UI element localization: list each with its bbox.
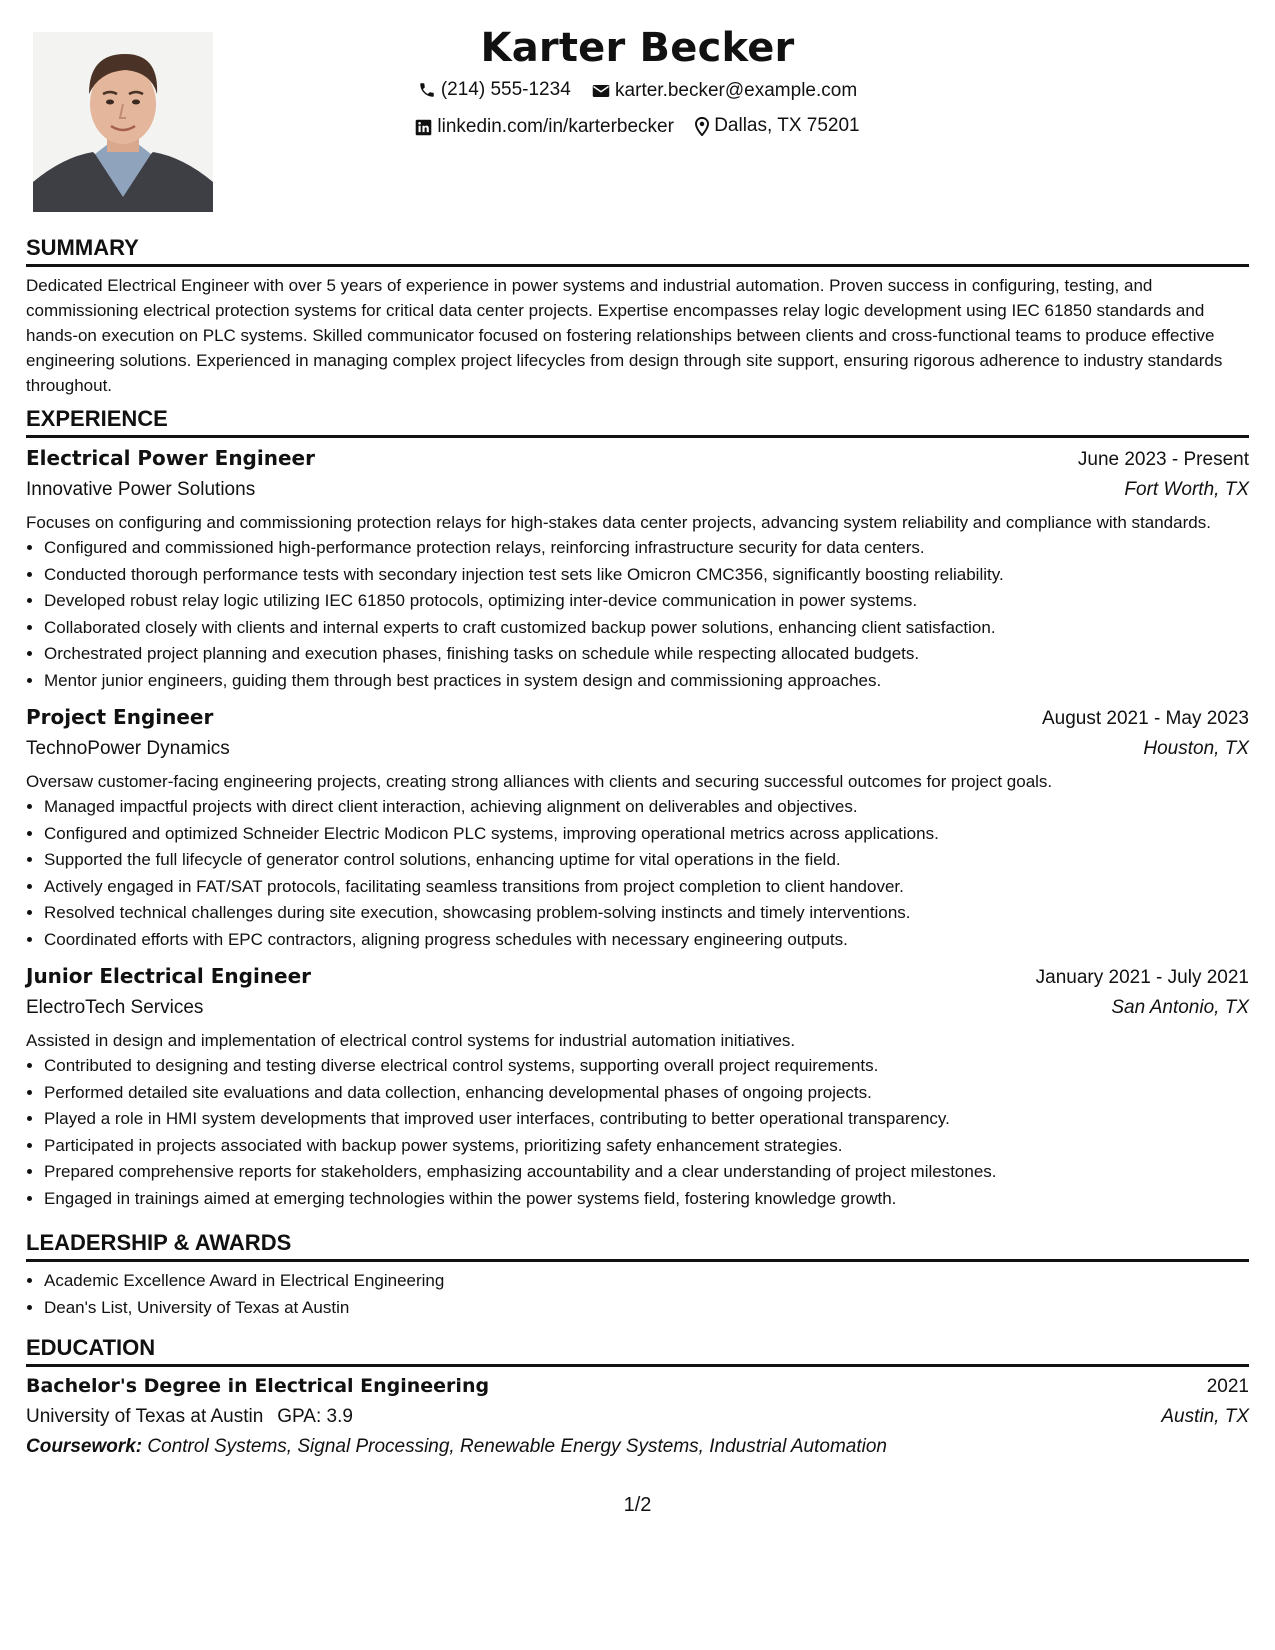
education-degree-row: [26, 1371, 1249, 1402]
summary-text: Dedicated Electrical Engineer with over 5 years of experience in power systems and industrial automation. Proven success in configuring, testing, and commissioning electrical protection systems for critical data center projects. Expertise encompasses relay logic development using IEC 61850 standards and hands-on execution on PLC systems. Skilled communicator focused on fostering relationships between clients and cross-functional teams to produce effective engineering solutions. Experienced in managing complex project lifecycles from design through site support, ensuring rigorous adherence to industry standards throughout.: [26, 276, 1223, 395]
job-bullets: [26, 794, 1249, 953]
job-bullet: • Collaborated closely with clients and internal experts to craft customized backup power solutions, enhancing client satisfaction.: [44, 615, 1249, 642]
contact-phone: [418, 74, 571, 106]
contact-location: [695, 110, 859, 142]
job-bullet: • Resolved technical challenges during site execution, showcasing problem-solving instincts and timely interventions.: [44, 900, 1249, 927]
job-dates: August 2021 - May 2023: [1041, 708, 1249, 729]
job-title: Project Engineer: [26, 705, 214, 729]
job-bullet: • Managed impactful projects with direct client interaction, achieving alignment on deliverables and objectives.: [44, 794, 1249, 821]
job-bullet: • Performed detailed site evaluations and data collection, enhancing developmental phases of ongoing projects.: [44, 1080, 1249, 1107]
job-bullet: • Supported the full lifecycle of generator control solutions, enhancing uptime for vital operations in the field.: [44, 847, 1249, 874]
contact-email[interactable]: [592, 75, 857, 107]
linkedin-text[interactable]: linkedin.com/in/karterbecker: [437, 116, 674, 137]
school-location: Austin, TX: [1161, 1406, 1249, 1427]
job-bullet: • Engaged in trainings aimed at emerging technologies within the power systems field, fostering knowledge growth.: [44, 1186, 1249, 1213]
job-entry: [26, 443, 1249, 694]
experience-heading: EXPERIENCE: [26, 405, 1249, 438]
phone-text: (214) 555-1234: [440, 79, 571, 100]
contact-linkedin[interactable]: [415, 111, 674, 143]
phone-icon: [418, 81, 436, 99]
job-company-row: [26, 993, 1249, 1023]
experience-section: [26, 405, 1249, 1212]
award-item: • Academic Excellence Award in Electrical Engineering: [44, 1268, 1249, 1295]
school-name: University of Texas at Austin: [26, 1406, 264, 1427]
job-entry: [26, 961, 1249, 1212]
job-bullet: • Configured and commissioned high-performance protection relays, reinforcing infrastructure security for data centers.: [44, 535, 1249, 562]
job-bullet: • Prepared comprehensive reports for stakeholders, emphasizing accountability and a clear understanding of project milestones.: [44, 1159, 1249, 1186]
candidate-name: Karter Becker: [480, 25, 795, 71]
degree-title: Bachelor's Degree in Electrical Engineering: [26, 1375, 490, 1397]
coursework-line: [26, 1432, 1249, 1462]
job-company-row: [26, 475, 1249, 505]
leadership-heading: LEADERSHIP & AWARDS: [26, 1229, 1249, 1262]
job-location: Houston, TX: [1143, 738, 1249, 759]
summary-heading: SUMMARY: [26, 234, 1249, 267]
job-dates: January 2021 - July 2021: [1035, 967, 1249, 988]
linkedin-icon: [415, 119, 432, 136]
location-text: Dallas, TX 75201: [714, 115, 860, 136]
contact-line-1: [26, 74, 1249, 110]
job-bullet: • Coordinated efforts with EPC contractors, aligning progress schedules with necessary engineering outputs.: [44, 927, 1249, 954]
leadership-list: [26, 1268, 1249, 1321]
education-section: [26, 1334, 1249, 1462]
job-description: Focuses on configuring and commissioning protection relays for high-stakes data center projects, advancing system reliability and compliance with standards.: [26, 513, 1211, 532]
job-company-row: [26, 734, 1249, 764]
envelope-icon: [592, 83, 610, 99]
resume-header: [26, 22, 1249, 147]
job-bullets: [26, 535, 1249, 694]
job-bullet: • Participated in projects associated with backup power systems, prioritizing safety enhancement strategies.: [44, 1133, 1249, 1160]
resume-page: [26, 0, 1249, 1650]
job-entry: [26, 702, 1249, 953]
job-title: Junior Electrical Engineer: [26, 964, 312, 988]
job-company: TechnoPower Dynamics: [26, 738, 230, 759]
job-company: ElectroTech Services: [26, 997, 204, 1018]
coursework-list: Control Systems, Signal Processing, Renewable Energy Systems, Industrial Automation: [147, 1436, 888, 1457]
job-bullet: • Actively engaged in FAT/SAT protocols, facilitating seamless transitions from project completion to client handover.: [44, 874, 1249, 901]
job-bullet: • Mentor junior engineers, guiding them through best practices in system design and commissioning approaches.: [44, 668, 1249, 695]
job-bullet: • Configured and optimized Schneider Electric Modicon PLC systems, improving operational metrics across applications.: [44, 821, 1249, 848]
school-line: [26, 1402, 353, 1432]
graduation-year: 2021: [1206, 1376, 1249, 1397]
job-title-row: [26, 702, 1249, 734]
summary-section: [26, 234, 1249, 398]
gpa-value: GPA: 3.9: [277, 1406, 353, 1427]
coursework-label: Coursework:: [26, 1436, 143, 1457]
job-bullet: • Conducted thorough performance tests with secondary injection test sets like Omicron CMC356, significantly boosting reliability.: [44, 562, 1249, 589]
email-text[interactable]: karter.becker@example.com: [615, 80, 858, 101]
education-school-row: [26, 1402, 1249, 1432]
job-bullet: • Orchestrated project planning and execution phases, finishing tasks on schedule while respecting allocated budgets.: [44, 641, 1249, 668]
job-description: Oversaw customer-facing engineering projects, creating strong alliances with clients and securing successful outcomes for project goals.: [26, 772, 1053, 791]
job-title: Electrical Power Engineer: [26, 446, 315, 470]
job-bullet: • Contributed to designing and testing diverse electrical control systems, supporting overall project requirements.: [44, 1053, 1249, 1080]
job-bullet: • Developed robust relay logic utilizing IEC 61850 protocols, optimizing inter-device communication in power systems.: [44, 588, 1249, 615]
page-number: 1/2: [623, 1494, 652, 1516]
leadership-section: [26, 1229, 1249, 1321]
contact-line-2: [26, 110, 1249, 147]
job-location: San Antonio, TX: [1111, 997, 1249, 1018]
job-title-row: [26, 443, 1249, 475]
job-company: Innovative Power Solutions: [26, 479, 256, 500]
job-dates: June 2023 - Present: [1077, 449, 1249, 470]
job-description: Assisted in design and implementation of electrical control systems for industrial automation initiatives.: [26, 1031, 796, 1050]
job-location: Fort Worth, TX: [1124, 479, 1249, 500]
job-bullet: • Played a role in HMI system developments that improved user interfaces, contributing to better operational transparency.: [44, 1106, 1249, 1133]
award-item: • Dean's List, University of Texas at Austin: [44, 1295, 1249, 1322]
education-heading: EDUCATION: [26, 1334, 1249, 1367]
job-bullets: [26, 1053, 1249, 1212]
job-title-row: [26, 961, 1249, 993]
map-pin-icon: [695, 117, 709, 136]
